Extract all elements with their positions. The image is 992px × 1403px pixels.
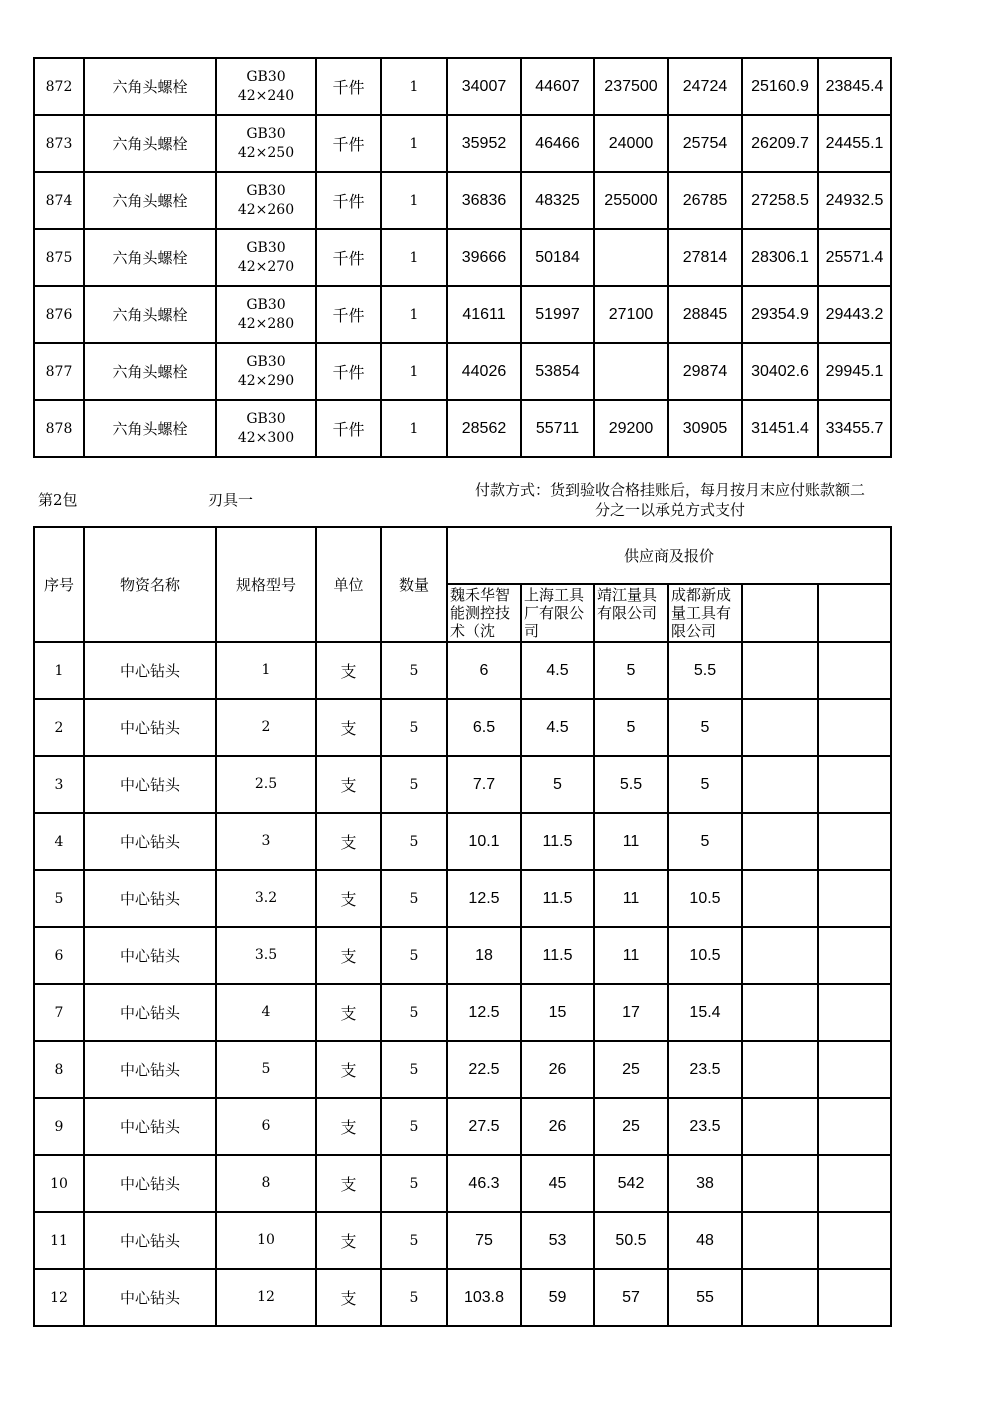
row-price: 4.5 bbox=[521, 699, 594, 756]
row-price bbox=[818, 984, 891, 1041]
row-price bbox=[818, 699, 891, 756]
row-name: 中心钻头 bbox=[84, 1155, 216, 1212]
row-unit: 支 bbox=[316, 642, 381, 699]
row-price: 29945.1 bbox=[818, 343, 891, 400]
table-row bbox=[34, 286, 891, 343]
payment-terms-line2: 分之一以承兑方式支付 bbox=[594, 501, 745, 519]
row-price bbox=[742, 1098, 818, 1155]
row-seq: 9 bbox=[34, 1098, 84, 1155]
row-name: 中心钻头 bbox=[84, 870, 216, 927]
row-price bbox=[742, 756, 818, 813]
row-price: 18 bbox=[447, 927, 521, 984]
row-price: 46466 bbox=[521, 115, 594, 172]
row-unit: 支 bbox=[316, 813, 381, 870]
row-price: 26 bbox=[521, 1041, 594, 1098]
row-name: 中心钻头 bbox=[84, 813, 216, 870]
header-qty: 数量 bbox=[381, 527, 447, 642]
row-seq: 2 bbox=[34, 699, 84, 756]
row-price: 27258.5 bbox=[742, 172, 818, 229]
row-name: 六角头螺栓 bbox=[84, 286, 216, 343]
row-unit: 千件 bbox=[316, 58, 381, 115]
row-spec-standard: GB30 bbox=[246, 410, 286, 427]
row-spec-size: 42×300 bbox=[237, 429, 295, 446]
row-name: 中心钻头 bbox=[84, 984, 216, 1041]
row-name: 中心钻头 bbox=[84, 1212, 216, 1269]
row-seq: 876 bbox=[34, 286, 84, 343]
row-spec-standard: GB30 bbox=[246, 239, 286, 256]
header-spec: 规格型号 bbox=[216, 527, 316, 642]
row-spec: 8 bbox=[216, 1155, 316, 1212]
row-price: 5 bbox=[668, 756, 742, 813]
row-spec: 1 bbox=[216, 642, 316, 699]
row-spec bbox=[216, 229, 316, 286]
row-price: 6 bbox=[447, 642, 521, 699]
row-price bbox=[742, 984, 818, 1041]
row-seq: 11 bbox=[34, 1212, 84, 1269]
row-price: 10.5 bbox=[668, 870, 742, 927]
supplier-name: 成都新成量工具有限公司 bbox=[668, 584, 742, 642]
row-price bbox=[818, 1155, 891, 1212]
row-seq: 3 bbox=[34, 756, 84, 813]
row-qty: 1 bbox=[381, 343, 447, 400]
tool-table-body bbox=[34, 642, 891, 1326]
row-unit: 支 bbox=[316, 1098, 381, 1155]
row-price: 27814 bbox=[668, 229, 742, 286]
row-spec: 12 bbox=[216, 1269, 316, 1326]
row-price: 29443.2 bbox=[818, 286, 891, 343]
row-price: 45 bbox=[521, 1155, 594, 1212]
row-spec-size: 42×290 bbox=[237, 372, 295, 389]
row-seq: 7 bbox=[34, 984, 84, 1041]
row-price: 35952 bbox=[447, 115, 521, 172]
row-price: 11.5 bbox=[521, 813, 594, 870]
row-price: 39666 bbox=[447, 229, 521, 286]
table-row bbox=[34, 756, 891, 813]
row-qty: 5 bbox=[381, 870, 447, 927]
header-seq: 序号 bbox=[34, 527, 84, 642]
row-price: 255000 bbox=[594, 172, 668, 229]
table-row bbox=[34, 1041, 891, 1098]
row-price: 30402.6 bbox=[742, 343, 818, 400]
row-spec-standard: GB30 bbox=[246, 182, 286, 199]
row-seq: 875 bbox=[34, 229, 84, 286]
row-price: 38 bbox=[668, 1155, 742, 1212]
row-qty: 1 bbox=[381, 58, 447, 115]
row-spec-size: 42×260 bbox=[237, 201, 295, 218]
supplier-name: 靖江量具有限公司 bbox=[594, 584, 668, 642]
table-row bbox=[34, 813, 891, 870]
row-price: 55 bbox=[668, 1269, 742, 1326]
row-spec-standard: GB30 bbox=[246, 353, 286, 370]
row-spec-size: 42×280 bbox=[237, 315, 295, 332]
row-spec bbox=[216, 58, 316, 115]
row-name: 中心钻头 bbox=[84, 927, 216, 984]
row-qty: 5 bbox=[381, 813, 447, 870]
row-price: 29354.9 bbox=[742, 286, 818, 343]
row-price: 5.5 bbox=[594, 756, 668, 813]
row-price: 237500 bbox=[594, 58, 668, 115]
row-spec bbox=[216, 172, 316, 229]
row-price: 12.5 bbox=[447, 870, 521, 927]
row-spec: 3.5 bbox=[216, 927, 316, 984]
table-row bbox=[34, 172, 891, 229]
row-spec-size: 42×240 bbox=[237, 87, 295, 104]
row-qty: 5 bbox=[381, 1155, 447, 1212]
row-name: 六角头螺栓 bbox=[84, 400, 216, 457]
row-seq: 872 bbox=[34, 58, 84, 115]
row-price bbox=[742, 927, 818, 984]
row-price bbox=[818, 1098, 891, 1155]
table-row bbox=[34, 1269, 891, 1326]
row-price: 27100 bbox=[594, 286, 668, 343]
row-spec-standard: GB30 bbox=[246, 296, 286, 313]
row-qty: 5 bbox=[381, 699, 447, 756]
row-name: 六角头螺栓 bbox=[84, 229, 216, 286]
row-price bbox=[594, 229, 668, 286]
row-price bbox=[742, 870, 818, 927]
row-qty: 1 bbox=[381, 229, 447, 286]
row-name: 六角头螺栓 bbox=[84, 343, 216, 400]
row-price bbox=[818, 1212, 891, 1269]
row-spec: 2 bbox=[216, 699, 316, 756]
row-price: 10.1 bbox=[447, 813, 521, 870]
row-price: 29200 bbox=[594, 400, 668, 457]
row-spec-standard: GB30 bbox=[246, 125, 286, 142]
row-spec bbox=[216, 343, 316, 400]
bolt-price-table bbox=[33, 57, 892, 458]
row-spec: 3 bbox=[216, 813, 316, 870]
row-price: 50.5 bbox=[594, 1212, 668, 1269]
table-row bbox=[34, 400, 891, 457]
supplier-name: 上海工具厂有限公司 bbox=[521, 584, 594, 642]
row-spec: 6 bbox=[216, 1098, 316, 1155]
row-spec: 4 bbox=[216, 984, 316, 1041]
row-price: 53854 bbox=[521, 343, 594, 400]
row-unit: 千件 bbox=[316, 286, 381, 343]
row-price: 542 bbox=[594, 1155, 668, 1212]
row-seq: 1 bbox=[34, 642, 84, 699]
row-price: 11 bbox=[594, 813, 668, 870]
row-unit: 支 bbox=[316, 756, 381, 813]
row-price: 51997 bbox=[521, 286, 594, 343]
table-row bbox=[34, 1212, 891, 1269]
row-price bbox=[818, 642, 891, 699]
row-price: 27.5 bbox=[447, 1098, 521, 1155]
row-spec bbox=[216, 286, 316, 343]
supplier-name bbox=[818, 584, 891, 642]
row-price: 26209.7 bbox=[742, 115, 818, 172]
row-spec-size: 42×270 bbox=[237, 258, 295, 275]
row-price: 11 bbox=[594, 870, 668, 927]
header-suppliers-group: 供应商及报价 bbox=[447, 527, 891, 584]
row-price: 7.7 bbox=[447, 756, 521, 813]
row-price: 15.4 bbox=[668, 984, 742, 1041]
payment-terms bbox=[452, 480, 888, 520]
row-price bbox=[818, 1269, 891, 1326]
row-price: 30905 bbox=[668, 400, 742, 457]
row-price: 34007 bbox=[447, 58, 521, 115]
row-price: 28306.1 bbox=[742, 229, 818, 286]
row-spec bbox=[216, 400, 316, 457]
row-price: 33455.7 bbox=[818, 400, 891, 457]
table-row bbox=[34, 870, 891, 927]
row-price: 75 bbox=[447, 1212, 521, 1269]
row-name: 中心钻头 bbox=[84, 642, 216, 699]
row-price: 22.5 bbox=[447, 1041, 521, 1098]
row-price bbox=[742, 1269, 818, 1326]
row-price: 57 bbox=[594, 1269, 668, 1326]
row-price: 44026 bbox=[447, 343, 521, 400]
table-row bbox=[34, 115, 891, 172]
payment-terms-line1: 付款方式：货到验收合格挂账后，每月按月末应付账款额二 bbox=[474, 481, 865, 499]
row-price bbox=[594, 343, 668, 400]
row-price: 4.5 bbox=[521, 642, 594, 699]
row-qty: 5 bbox=[381, 1098, 447, 1155]
row-price bbox=[818, 756, 891, 813]
row-unit: 支 bbox=[316, 1212, 381, 1269]
row-unit: 千件 bbox=[316, 172, 381, 229]
row-unit: 支 bbox=[316, 1041, 381, 1098]
row-name: 中心钻头 bbox=[84, 1041, 216, 1098]
row-price: 12.5 bbox=[447, 984, 521, 1041]
row-price: 23.5 bbox=[668, 1041, 742, 1098]
row-spec-standard: GB30 bbox=[246, 68, 286, 85]
header-unit: 单位 bbox=[316, 527, 381, 642]
supplier-name bbox=[742, 584, 818, 642]
row-price: 48325 bbox=[521, 172, 594, 229]
row-price: 31451.4 bbox=[742, 400, 818, 457]
row-unit: 支 bbox=[316, 1269, 381, 1326]
row-name: 中心钻头 bbox=[84, 1098, 216, 1155]
table-row bbox=[34, 927, 891, 984]
row-price: 5 bbox=[668, 813, 742, 870]
row-price: 25754 bbox=[668, 115, 742, 172]
row-price: 5 bbox=[521, 756, 594, 813]
row-price: 46.3 bbox=[447, 1155, 521, 1212]
row-qty: 5 bbox=[381, 1212, 447, 1269]
row-price: 29874 bbox=[668, 343, 742, 400]
row-unit: 千件 bbox=[316, 229, 381, 286]
table-row bbox=[34, 343, 891, 400]
header-name: 物资名称 bbox=[84, 527, 216, 642]
row-qty: 5 bbox=[381, 1269, 447, 1326]
row-spec: 10 bbox=[216, 1212, 316, 1269]
row-price bbox=[742, 642, 818, 699]
row-seq: 873 bbox=[34, 115, 84, 172]
category-label: 刃具一 bbox=[208, 491, 254, 509]
bolt-table-body bbox=[34, 58, 891, 457]
row-price: 17 bbox=[594, 984, 668, 1041]
row-price: 25571.4 bbox=[818, 229, 891, 286]
row-unit: 支 bbox=[316, 984, 381, 1041]
row-price: 25160.9 bbox=[742, 58, 818, 115]
row-seq: 5 bbox=[34, 870, 84, 927]
row-qty: 5 bbox=[381, 756, 447, 813]
row-qty: 1 bbox=[381, 172, 447, 229]
row-price bbox=[742, 699, 818, 756]
row-seq: 10 bbox=[34, 1155, 84, 1212]
row-price: 36836 bbox=[447, 172, 521, 229]
row-price: 23845.4 bbox=[818, 58, 891, 115]
row-price bbox=[742, 1212, 818, 1269]
row-price: 24724 bbox=[668, 58, 742, 115]
row-price: 48 bbox=[668, 1212, 742, 1269]
row-spec: 2.5 bbox=[216, 756, 316, 813]
row-price: 5 bbox=[668, 699, 742, 756]
row-price: 5.5 bbox=[668, 642, 742, 699]
row-unit: 支 bbox=[316, 927, 381, 984]
row-price: 24000 bbox=[594, 115, 668, 172]
row-unit: 千件 bbox=[316, 343, 381, 400]
row-unit: 千件 bbox=[316, 400, 381, 457]
row-price bbox=[742, 1041, 818, 1098]
row-price: 25 bbox=[594, 1098, 668, 1155]
row-unit: 支 bbox=[316, 1155, 381, 1212]
supplier-name: 魏禾华智能测控技术（沈 bbox=[447, 584, 521, 642]
row-seq: 874 bbox=[34, 172, 84, 229]
header-row bbox=[34, 527, 891, 584]
row-seq: 8 bbox=[34, 1041, 84, 1098]
row-price: 10.5 bbox=[668, 927, 742, 984]
row-price: 11.5 bbox=[521, 870, 594, 927]
row-seq: 877 bbox=[34, 343, 84, 400]
row-price: 11.5 bbox=[521, 927, 594, 984]
row-price: 23.5 bbox=[668, 1098, 742, 1155]
row-seq: 6 bbox=[34, 927, 84, 984]
row-qty: 5 bbox=[381, 642, 447, 699]
table-row bbox=[34, 642, 891, 699]
row-qty: 5 bbox=[381, 984, 447, 1041]
row-qty: 1 bbox=[381, 115, 447, 172]
table-row bbox=[34, 1155, 891, 1212]
row-name: 中心钻头 bbox=[84, 756, 216, 813]
row-price bbox=[818, 927, 891, 984]
row-price: 59 bbox=[521, 1269, 594, 1326]
row-price bbox=[818, 1041, 891, 1098]
row-price: 5 bbox=[594, 642, 668, 699]
row-price: 5 bbox=[594, 699, 668, 756]
row-name: 中心钻头 bbox=[84, 699, 216, 756]
row-qty: 1 bbox=[381, 286, 447, 343]
row-spec-size: 42×250 bbox=[237, 144, 295, 161]
row-price bbox=[742, 1155, 818, 1212]
row-price: 55711 bbox=[521, 400, 594, 457]
row-price bbox=[818, 870, 891, 927]
row-qty: 1 bbox=[381, 400, 447, 457]
tool-price-table bbox=[33, 526, 892, 1327]
row-seq: 12 bbox=[34, 1269, 84, 1326]
row-price: 41611 bbox=[447, 286, 521, 343]
row-price: 24455.1 bbox=[818, 115, 891, 172]
row-name: 中心钻头 bbox=[84, 1269, 216, 1326]
row-name: 六角头螺栓 bbox=[84, 172, 216, 229]
package-label: 第2包 bbox=[38, 491, 78, 509]
row-price: 11 bbox=[594, 927, 668, 984]
row-spec: 5 bbox=[216, 1041, 316, 1098]
table-row bbox=[34, 229, 891, 286]
row-seq: 4 bbox=[34, 813, 84, 870]
table-row bbox=[34, 984, 891, 1041]
row-price: 15 bbox=[521, 984, 594, 1041]
row-seq: 878 bbox=[34, 400, 84, 457]
row-price bbox=[742, 813, 818, 870]
row-price: 26 bbox=[521, 1098, 594, 1155]
row-price: 28562 bbox=[447, 400, 521, 457]
row-price: 26785 bbox=[668, 172, 742, 229]
row-spec: 3.2 bbox=[216, 870, 316, 927]
row-price: 44607 bbox=[521, 58, 594, 115]
row-unit: 千件 bbox=[316, 115, 381, 172]
row-qty: 5 bbox=[381, 927, 447, 984]
row-price: 6.5 bbox=[447, 699, 521, 756]
row-name: 六角头螺栓 bbox=[84, 115, 216, 172]
row-price: 103.8 bbox=[447, 1269, 521, 1326]
row-price: 24932.5 bbox=[818, 172, 891, 229]
table-row bbox=[34, 58, 891, 115]
row-unit: 支 bbox=[316, 870, 381, 927]
row-name: 六角头螺栓 bbox=[84, 58, 216, 115]
table-row bbox=[34, 699, 891, 756]
table-row bbox=[34, 1098, 891, 1155]
row-price: 25 bbox=[594, 1041, 668, 1098]
row-price: 53 bbox=[521, 1212, 594, 1269]
row-spec bbox=[216, 115, 316, 172]
row-price: 50184 bbox=[521, 229, 594, 286]
row-price bbox=[818, 813, 891, 870]
row-qty: 5 bbox=[381, 1041, 447, 1098]
row-price: 28845 bbox=[668, 286, 742, 343]
row-unit: 支 bbox=[316, 699, 381, 756]
